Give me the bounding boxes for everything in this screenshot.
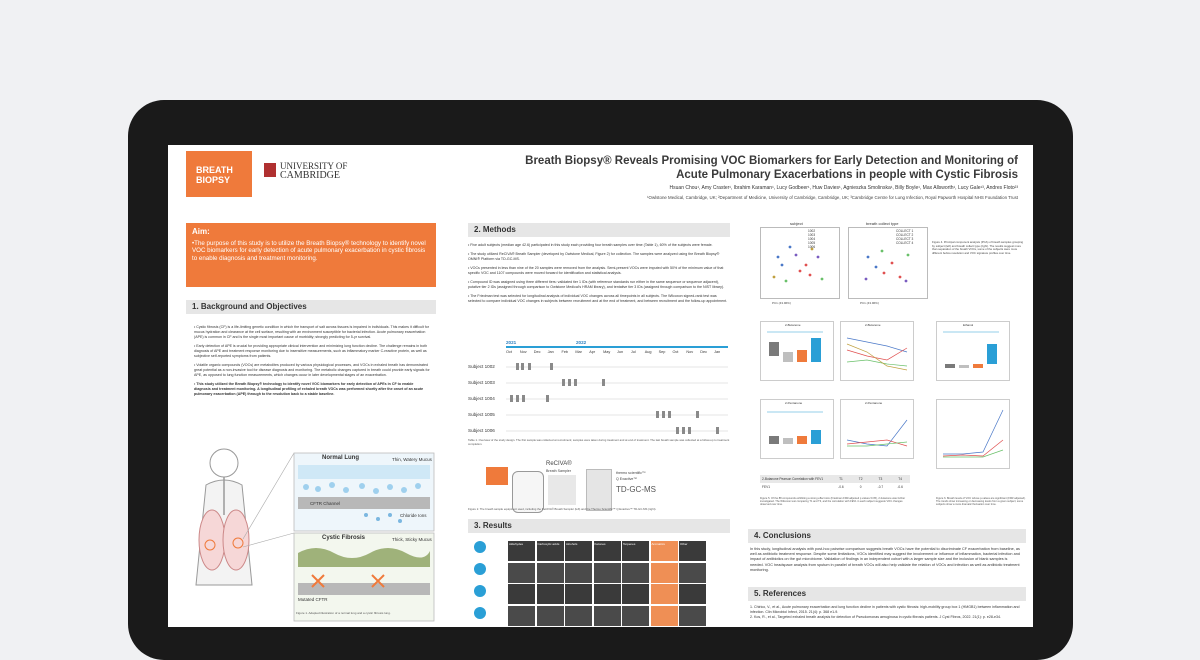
results-grid-cell [651, 584, 678, 604]
results-grid-label: Alcohols [566, 542, 578, 546]
results-grid-cell [508, 563, 535, 583]
timeline-month: Jul [630, 350, 636, 354]
results-grid-cell [679, 563, 706, 583]
legend-item: COLLECT 2 [896, 233, 914, 237]
legend-item: COLLECT 1 [896, 229, 914, 233]
results-grid-label: Carboxylic acids [537, 542, 560, 546]
legend-item: 1003 [808, 233, 816, 237]
methods-bullet: • Compound ID was assigned using three different tiers: validated tier 1 IDs (with reference standards run either in the same sequence or sequence adjacent), putative tier 2 IDs (assigned through comparison to Owlstone Medical's HRAM library), and tentative tier 3 IDs (assigned through comparison to the NIST library). [468, 280, 725, 289]
methods-bullet: • The Friedman test was selected for longitudinal analysis of individual VOC changes across all timepoints in all subjects. The Wilcoxon signed-rank test was selected to compare individual VOC changes in subjects between recruitment and at the end of treatment, and between recruitment and the follow-up appointment. [468, 294, 728, 303]
pca-right-title: breath collect type [866, 221, 899, 226]
results-grid-cell [508, 606, 535, 626]
legend-item: 1006 [808, 245, 816, 249]
timeline-month: Jun [617, 350, 624, 354]
logo-line-1: BREATH [196, 165, 233, 175]
timeline-month: Mar [575, 350, 582, 354]
methods-bullet: • VOCs presented in less than nine of the 20 samples were removed from the analysis. Semi-present VOCs were imputed with 50% of the minimum value of that specific VOC and 1107 compounds were moved forward for identification and statistical analysis. [468, 266, 724, 275]
boxplot-2-butanone [760, 321, 834, 381]
results-grid-cell [679, 606, 706, 626]
results-heading: 3. Results [468, 519, 730, 533]
university-line-1: UNIVERSITY OF [280, 161, 348, 171]
correlation-value: -0.6 [897, 485, 903, 489]
timeline-axis [506, 346, 728, 348]
pca-xlabel-right: PC1 (43.96%) [860, 301, 879, 305]
timeline-subject-label: Subject 1006 [468, 428, 495, 433]
pca-left-title: subject [790, 221, 803, 226]
lineplot-b-svg [841, 322, 913, 380]
lineplot-title: 2-Pentanone [865, 401, 883, 405]
mutated-cftr-label: Mutated CFTR [298, 597, 328, 602]
boxplot-c-svg [937, 322, 1009, 380]
results-grid-cell [537, 584, 564, 604]
pca-collect-plot [848, 221, 928, 299]
correlation-header-row [760, 475, 910, 483]
correlation-value-row [760, 483, 910, 491]
normal-lung-label: Normal Lung [322, 455, 359, 461]
breath-biopsy-small-logo [486, 467, 508, 485]
results-grid-cell [594, 584, 621, 604]
results-grid-label: Aldehydes [509, 542, 524, 546]
lineplot-title: 2-Butanone [865, 323, 881, 327]
results-grid-cell [651, 606, 678, 626]
lineplot-ethanol [936, 399, 1010, 469]
figure-4-caption: Figure 4. Principal component analysis (PCA) of breath samples grouping by subject (left) and breath collect type (right). The results suggest more than separation of the breath VOCs, some of the subjects were more different before resolution and VOC signature profiles over time. [932, 240, 1024, 255]
boxplot-title: Ethanol [963, 323, 974, 327]
correlation-col: T4 [898, 477, 902, 481]
timeline-subject-label: Subject 1003 [468, 380, 495, 385]
poster-screen [168, 145, 1033, 627]
results-grid-cell [508, 584, 535, 604]
thermo-line-1: thermo scientific™ [616, 471, 646, 475]
background-bullet: • Cystic fibrosis (CF) is a life-limiting genetic condition in which the transport of salt across tissues is impaired in individuals. This makes it difficult for mucus hydration and clearance at the cell surface, resulting with an environment susceptible for bacterial infection. Acute pulmonary exacerbation (APE) is common in CF and is the single most important cause of morbidity; strongly predicting for 5-yr survival. [194, 325, 430, 339]
conclusions-body: In this study, longitudinal analysis with post-hoc pairwise comparison suggests breath VOCs have the potential to discriminate CF exacerbation from baseline, as well as antibiotic treatment response. Despite some limitations, VOCs identified may suggest the involvement or influence of inflammation, bacterial infection and impact of antibiotics on the gut microbiome. Validation of findings in an independent cohort with a larger sample size and the inclusion of blank samples is needed. VOC headspace analysis from sputum in parallel of breath VOCs will also help validate the relation of VOCs and infection as well as antibiotic treatment monitoring. [750, 547, 1020, 572]
timeline-month: Dec [700, 350, 708, 354]
result-icon-2 [474, 563, 486, 575]
boxplot-title: 2-Butanone [785, 323, 801, 327]
cambridge-shield-icon [264, 163, 276, 177]
boxplot-2-pentanone [760, 399, 834, 459]
pca-right-legend [896, 229, 913, 245]
reference-item: 1. Chirico, V., et al., Acute pulmonary exacerbation and lung function decline in patients with cystic fibrosis: high-mobility group box 1 (HMGB1) between inflammation and infection. Clin Microbiol Infect, 2015. 21(4): p. 368 e1-9. [750, 605, 1020, 614]
boxplot-d-svg [761, 400, 833, 458]
correlation-value: -0.6 [838, 485, 844, 489]
tdgcms-label: TD-GC-MS [616, 485, 656, 494]
timeline-month: Nov [519, 350, 527, 354]
references-heading: 5. References [748, 587, 1026, 601]
methods-bullets [468, 243, 730, 308]
conclusions-heading: 4. Conclusions [748, 529, 1026, 543]
timeline-subject-label: Subject 1002 [468, 364, 495, 369]
timeline-month: Apr [589, 350, 596, 354]
methods-heading: 2. Methods [468, 223, 730, 237]
results-grid-cell [622, 606, 649, 626]
results-grid-label: Ketones [594, 542, 606, 546]
lineplot-2-pentanone [840, 399, 914, 459]
results-grid-cell [651, 563, 678, 583]
results-grid-cell [508, 541, 535, 561]
results-grid-cell [679, 541, 706, 561]
results-compound-grid [508, 541, 708, 627]
background-bullet: • This study utilized the Breath Biopsy® technology to identify novel VOC biomarkers for early detection of APEs in CF to enable diagnosis and treatment monitoring. A longitudinal profiling of exhaled breath VOCs was performed shortly after the onset of an acute pulmonary exacerbation (APE) through to the resolution back to a stable baseline. [194, 382, 424, 396]
timeline-subject-label: Subject 1004 [468, 396, 495, 401]
lineplot-e-svg [841, 400, 913, 458]
results-grid-cell [594, 563, 621, 583]
chloride-ions-label: Chloride Ions [400, 513, 427, 518]
timeline-month: Feb [561, 350, 569, 354]
poster-title [448, 154, 1018, 182]
pca-left-legend [808, 229, 815, 249]
results-grid-cell [537, 541, 564, 561]
results-grid-cell [537, 606, 564, 626]
legend-item: 1004 [808, 237, 816, 241]
reciva-sub: Breath Sampler [546, 469, 571, 473]
correlation-header-label: 2-Butanone Pearson Correlation with FEV1 [762, 477, 824, 481]
cambridge-logo [280, 161, 347, 181]
logo-line-2: BIOPSY [196, 175, 231, 185]
results-grid-label: Other [680, 542, 688, 546]
results-grid-label: Aromatics [651, 542, 665, 546]
timeline-month: Aug [644, 350, 652, 354]
results-grid-cell [565, 563, 592, 583]
references-list [750, 605, 1022, 620]
aim-heading: Aim: [192, 227, 210, 236]
timeline-month: Jan [714, 350, 721, 354]
title-line-2: Acute Pulmonary Exacerbations in people with Cystic Fibrosis [676, 169, 1018, 181]
correlation-value: 0 [859, 485, 862, 489]
figure-1-caption: Figure 1. Adapted illustration of a normal lung and a cystic fibrosis lung. [296, 611, 391, 615]
title-line-1: Breath Biopsy® Reveals Promising VOC Biomarkers for Early Detection and Monitoring of [525, 155, 1018, 167]
timeline-month: May [603, 350, 611, 354]
thin-mucus-label: Thin, Watery Mucus [392, 457, 432, 462]
table-1-caption: Table 1. Overview of the study design. The first sample was collected at recruitment; samples were taken during treatment and at end of treatment. The last breath sample was collected at a follow-up to treatment completion. [468, 438, 730, 446]
timeline-month: Oct [672, 350, 679, 354]
pca-xlabel: PC1 (43.96%) [772, 301, 791, 305]
methods-bullet: • The study utilized ReCIVA® Breath Sampler (developed by Owlstone Medical, Figure 2) for collection. The samples were analyzed using the Breath Biopsy® OMNI® Platform via TD-GC-MS. [468, 252, 720, 261]
correlation-value: -0.7 [877, 485, 884, 489]
legend-item: COLLECT 4 [896, 241, 914, 245]
boxplot-title: 2-Pentanone [785, 401, 803, 405]
correlation-table [760, 475, 910, 495]
cystic-fibrosis-label: Cystic Fibrosis [322, 535, 366, 541]
results-grid-cell [594, 541, 621, 561]
results-icons [474, 541, 504, 627]
aim-body: •The purpose of this study is to utilize the Breath Biopsy® technology to identify novel VOC biomarkers for early detection of acute pulmonary exacerbation in cystic fibrosis to enable diagnosis and treatment monitoring. [192, 240, 426, 262]
timeline-subject-label: Subject 1005 [468, 412, 495, 417]
sample-tube [548, 475, 576, 505]
lineplot-f-svg [937, 400, 1009, 468]
pca-subject-plot [760, 221, 840, 299]
mass-spectrometer [586, 469, 612, 511]
timeline-month: Jan [547, 350, 554, 354]
legend-item: 1005 [808, 241, 816, 245]
results-grid-cell [622, 563, 649, 583]
breath-biopsy-logo [186, 151, 252, 197]
timeline-months [506, 350, 728, 356]
boxplot-ethanol [936, 321, 1010, 381]
background-bullets [194, 325, 430, 401]
legend-item: 1002 [808, 229, 816, 233]
correlation-col: T2 [858, 477, 863, 481]
thick-mucus-label: Thick, Sticky Mucus [392, 537, 432, 542]
results-grid-cell [679, 584, 706, 604]
result-icon-3 [474, 585, 486, 597]
results-grid-cell [622, 584, 649, 604]
study-timeline [468, 340, 730, 444]
timeline-month: Dec [533, 350, 541, 354]
correlation-row-label: FEV1 [762, 485, 770, 489]
pca-left-scatter [760, 227, 840, 299]
cftr-channel-label: CFTR Channel [310, 501, 341, 506]
lung-figure [186, 435, 436, 623]
reference-item: 2. Kos, R., et al., Targeted exhaled breath analysis for detection of Pseudomonas aeruginosa in cystic fibrosis patients. J Cyst Fibros, 2022. 21(1): p. e28-e34. [750, 615, 1002, 619]
results-grid-label: Terpenes [623, 542, 636, 546]
lung-illustration [186, 435, 436, 623]
reciva-brand: ReCIVA® [546, 461, 572, 467]
aim-box [186, 223, 436, 287]
lineplot-2-butanone [840, 321, 914, 381]
result-icon-4 [474, 607, 486, 619]
correlation-col: T3 [878, 477, 883, 481]
correlation-col: T1 [839, 477, 843, 481]
background-bullet: • Early detection of APE is crucial for providing appropriate clinical intervention and minimizing lung function decline. The challenge remains in both diagnosis of APE and treatment response monitoring due to insensitive measurements, such as inflammatory marker C-reactive protein, as well as subjective self-reported symptoms from patients. [194, 344, 428, 358]
results-grid-cell [651, 541, 678, 561]
timeline-month: Nov [686, 350, 694, 354]
university-line-2: CAMBRIDGE [280, 170, 341, 181]
timeline-tracks [506, 358, 728, 438]
background-bullet: • Volatile organic compounds (VOCs) are metabolites produced by various physiological processes, and VOCs in exhaled breath has demonstrated great potential as a non-invasive tool for disease diagnosis and monitoring. The metabolic changes captured in breath could provide early signals for APE, as opposed to lung function measurements, which changes occur in later developmental stages of an exacerbation. [194, 363, 430, 377]
background-heading: 1. Background and Objectives [186, 300, 436, 314]
figure-5-caption: Figure 5. Of the 88 compounds exhibiting a strong effect size (Friedman FDR-adjusted p values<0.05), 2-butanone was further investigated. The Wilcoxon test comparing T1 and T3, and the correlation with FEV1 in each subject suggests VOC changes observed over time. [760, 497, 906, 507]
timeline-year-2022: 2022 [576, 340, 587, 345]
results-grid-cell [622, 541, 649, 561]
timeline-month: Sep [658, 350, 666, 354]
methods-bullet: • Five adult subjects (median age 42.6) participated in this study each providing four breath samples over time (Table 1), 60% of the subjects were female. [468, 243, 713, 247]
boxplot-a-svg [761, 322, 833, 380]
affiliations: ¹Owlstone Medical, Cambridge, UK; ²Department of Medicine, University of Cambridge, Cambridge, UK; ³Cambridge Centre for Lung Infection, Royal Papworth Hospital NHS Foundation Trust [647, 195, 1018, 200]
pca-right-scatter [848, 227, 928, 299]
timeline-month: Oct [506, 350, 512, 354]
results-grid-cell [565, 606, 592, 626]
thermo-line-2: Q Exactive™ [616, 477, 637, 481]
figure-6-caption: Figure 6. Breath levels of VOC whose p-values are significant (FDR adjusted). The trends show increasing or decreasing levels from a given subject; some subjects show a more dramatic fluctuation over time. [936, 497, 1026, 507]
result-icon-1 [474, 541, 486, 553]
results-grid-cell [594, 606, 621, 626]
results-grid-cell [565, 584, 592, 604]
legend-item: COLLECT 3 [896, 237, 914, 241]
authors: Hsuan Chou¹, Amy Craster¹, Ibrahim Karaman¹, Lucy Godbeer¹, Huw Davies¹, Agnieszka Smolinska¹, Billy Boyle¹, Max Allsworth¹, Lucy Gale¹³, Andres Floto²³ [669, 185, 1018, 191]
results-grid-cell [537, 563, 564, 583]
results-grid-cell [565, 541, 592, 561]
timeline-year-2021: 2021 [506, 340, 517, 345]
figure-2-caption: Figure 2. The breath sample equipment used, including the ReCIVA® Breath Sampler (left) and the Thermo Scientific™ Q Exactive™ TD-GC-MS (right). [468, 507, 657, 511]
